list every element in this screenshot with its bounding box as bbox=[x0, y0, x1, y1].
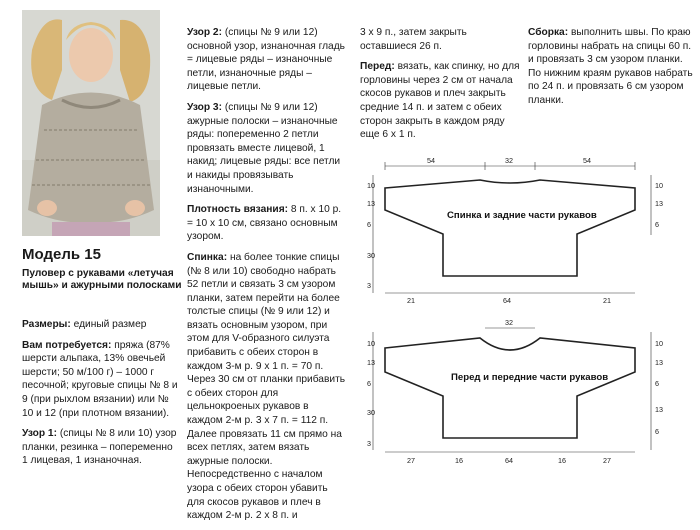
back-bottom-1: 21 bbox=[407, 296, 415, 305]
back-right-3: 6 bbox=[655, 220, 659, 229]
pattern3-paragraph bbox=[187, 101, 347, 196]
front-diagram-title: Перед и передние части рукавов bbox=[451, 372, 609, 383]
pattern2-label: Узор 2: bbox=[187, 27, 222, 38]
back-bottom-3: 21 bbox=[603, 296, 611, 305]
back-continued: 3 х 9 п., затем закрыть оставшиеся 26 п. bbox=[360, 27, 467, 52]
front-right-1: 10 bbox=[655, 339, 663, 348]
pattern1-label: Узор 1: bbox=[22, 428, 57, 440]
size-value: единый размер bbox=[73, 319, 147, 330]
back-left-5: 3 bbox=[367, 281, 371, 290]
back-bottom-2: 64 bbox=[503, 296, 511, 305]
pattern2-text: (спицы № 9 или 12) основной узор, изнаночная гладь = лицевые ряды – изнаночные петли, изнаночные ряды – лицевые петли. bbox=[187, 27, 345, 93]
column-2 bbox=[187, 26, 347, 530]
back-diagram-title: Спинка и задние части рукавов bbox=[447, 210, 597, 221]
assembly-paragraph bbox=[528, 26, 694, 108]
size-paragraph bbox=[22, 318, 178, 332]
back-left-1: 10 bbox=[367, 181, 375, 190]
front-right-2: 13 bbox=[655, 358, 663, 367]
back-top-1: 54 bbox=[427, 156, 435, 165]
front-top-mid: 32 bbox=[505, 318, 513, 327]
back-paragraph bbox=[187, 251, 347, 523]
front-right-3: 6 bbox=[655, 379, 659, 388]
column-1 bbox=[22, 318, 178, 475]
front-bottom-5: 27 bbox=[603, 456, 611, 465]
back-label: Спинка: bbox=[187, 251, 228, 263]
pattern1-paragraph bbox=[22, 427, 178, 468]
materials-text: пряжа (87% шерсти альпака, 13% овечьей шерсти; 50 м/100 г) – 1000 г песочной; круговые спицы № 8 и 9 (при рыхлом вязании) или № 10 и 12 (при плотном вязании). bbox=[22, 339, 178, 419]
front-bottom-2: 16 bbox=[455, 456, 463, 465]
model-photo bbox=[22, 10, 160, 236]
size-label: Размеры: bbox=[22, 319, 71, 330]
front-left-1: 10 bbox=[367, 339, 375, 348]
back-left-4: 30 bbox=[367, 251, 375, 260]
front-bottom-4: 16 bbox=[558, 456, 566, 465]
pattern1-text: (спицы № 8 или 10) узор планки, резинка – попеременно 1 лицевая, 1 изнаночная. bbox=[22, 428, 177, 467]
model-subtitle: Пуловер с рукавами «летучая мышь» и ажурными полосками bbox=[22, 268, 182, 291]
back-text: на более тонкие спицы (№ 8 или 10) свободно набрать 52 петли и связать 3 см узором планки, затем перейти на более толстые спицы (№ 9 или 12) и вязать основным узором, при этом для V-образного силуэта прибавить с обеих сторон в каждом 3-м р. 9 х 1 п. = 70 п. Через 30 см от планки прибавить с обеих сторон для цельнокроеных рукавов в каждом 2-м р. 3 х 7 п. = 112 п. Далее провязать 11 см прямо на всех петлях, затем вязать ажурные полоски. Непосредственно с началом узора с обеих сторон убавить для скосов рукавов и плеч в каждом 2-м р. 2 х 8 п. и bbox=[187, 251, 346, 522]
back-right-2: 13 bbox=[655, 199, 663, 208]
front-left-2: 13 bbox=[367, 358, 375, 367]
front-diagram bbox=[367, 318, 663, 465]
density-text: 8 п. х 10 р. = 10 х 10 см, связано основным узором. bbox=[187, 204, 342, 243]
front-paragraph bbox=[360, 60, 522, 142]
front-text: вязать, как спинку, но для горловины через 2 см от начала скосов рукавов и плеч закрыть средние 14 п. и затем с обеих сторон закрыть в каждом ряду еще 6 х 1 п. bbox=[360, 61, 520, 141]
pattern3-label: Узор 3: bbox=[187, 101, 222, 113]
back-left-3: 6 bbox=[367, 220, 371, 229]
front-label: Перед: bbox=[360, 61, 395, 73]
assembly-label: Сборка: bbox=[528, 27, 569, 38]
pattern3-text: (спицы № 9 или 12) ажурные полоски – изнаночные ряды: попеременно 2 петли провязать вместе лицевой, 1 накид; лицевые ряды: все петли и накиды провязывать изнаночными. bbox=[187, 101, 341, 195]
materials-label: Вам потребуется: bbox=[22, 339, 112, 351]
back-left-2: 13 bbox=[367, 199, 375, 208]
schematic-diagrams bbox=[355, 150, 695, 470]
front-left-4: 30 bbox=[367, 408, 375, 417]
materials-paragraph bbox=[22, 339, 178, 421]
model-title: Модель 15 bbox=[22, 246, 101, 263]
column-4 bbox=[528, 26, 694, 115]
density-label: Плотность вязания: bbox=[187, 204, 289, 216]
back-top-3: 54 bbox=[583, 156, 591, 165]
front-right-4: 13 bbox=[655, 405, 663, 414]
front-right-5: 6 bbox=[655, 427, 659, 436]
back-top-2: 32 bbox=[505, 156, 513, 165]
front-bottom-3: 64 bbox=[505, 456, 513, 465]
back-right-1: 10 bbox=[655, 181, 663, 190]
front-bottom-1: 27 bbox=[407, 456, 415, 465]
front-left-3: 6 bbox=[367, 379, 371, 388]
column-3 bbox=[360, 26, 522, 149]
density-paragraph bbox=[187, 203, 347, 244]
assembly-text: выполнить швы. По краю горловины набрать на спицы 60 п. и провязать 3 см узором планки. По нижним краям рукавов набрать по 24 п. и провязать 6 см узором планки. bbox=[528, 27, 693, 106]
front-left-5: 3 bbox=[367, 439, 371, 448]
back-diagram bbox=[367, 156, 663, 305]
pattern2-paragraph bbox=[187, 26, 347, 94]
